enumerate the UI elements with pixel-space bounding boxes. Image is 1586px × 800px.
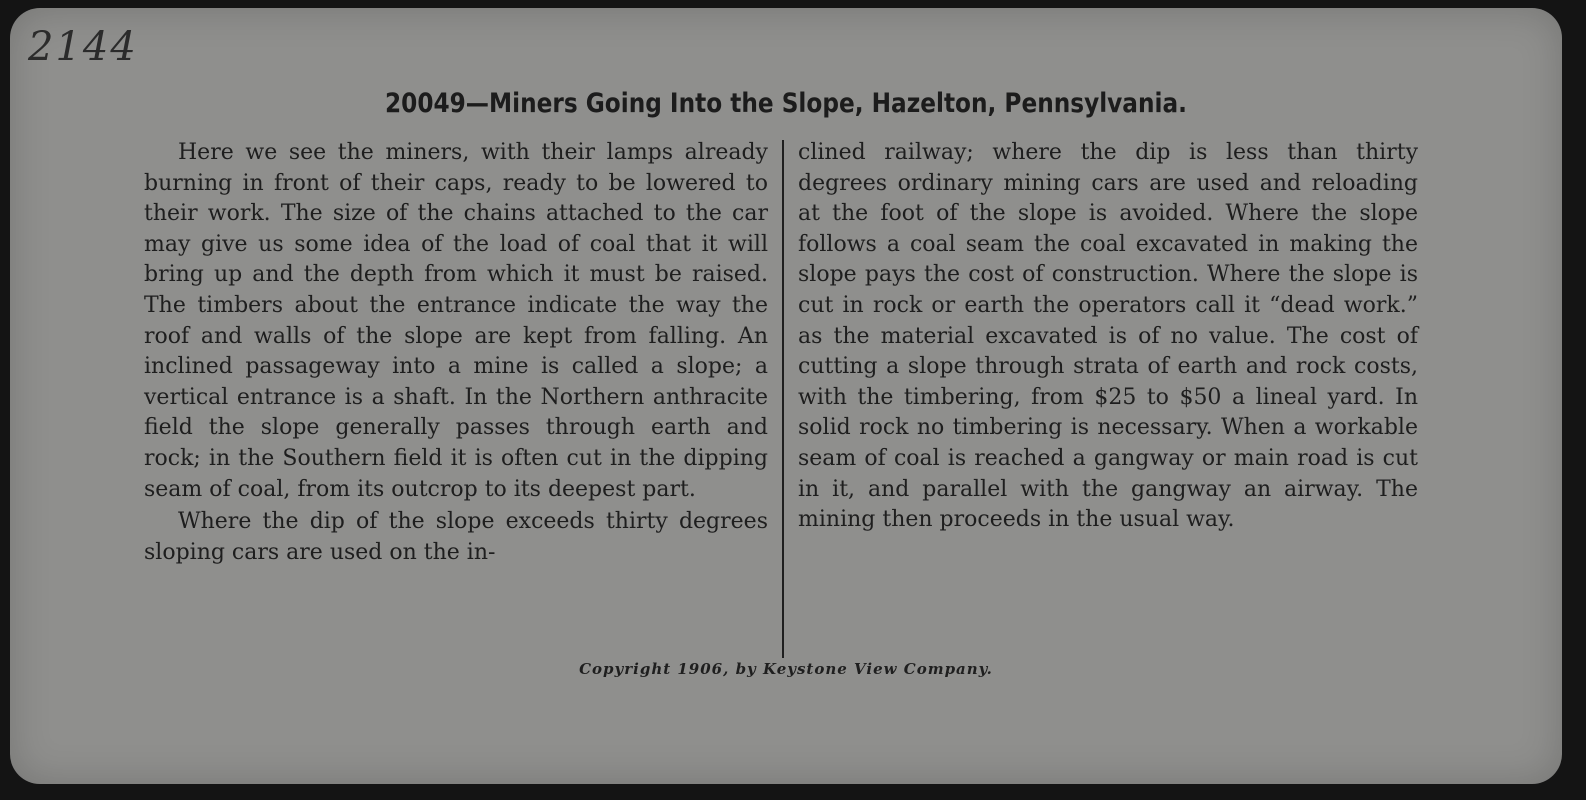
copyright-line: Copyright 1906, by Keystone View Company. <box>579 660 993 678</box>
right-paragraph-1: clined railway; where the dip is less than thirty degrees ordinary mining cars are used and reloading at the foot of the slope is avoided. Where the slope follows a coal seam the coal excavated in making the slope pays the cost of construction. Where the slope is cut in rock or earth the operators call it “dead work.” as the material excavated is of no value. The cost of cutting a slope through strata of earth and rock costs, with the timbering, from $25 to $50 a lineal yard. In solid rock no timbering is necessary. When a workable seam of coal is reached a gangway or main road is cut in it, and parallel with the gangway an airway. The mining then proceeds in the usual way. <box>798 140 1418 533</box>
left-text-column <box>144 138 768 568</box>
stereograph-card-back <box>10 8 1562 784</box>
card-title: 20049—Miners Going Into the Slope, Hazelton, Pennsylvania. <box>385 88 1187 119</box>
left-paragraph-1: Here we see the miners, with their lamps already burning in front of their caps, ready to be lowered to their work. The size of the chains attached to the car may give us some idea of the load of coal that it will bring up and the depth from which it must be raised. The timbers about the entrance indicate the way the roof and walls of the slope are kept from falling. An inclined passageway into a mine is called a slope; a vertical entrance is a shaft. In the Northern anthracite field the slope generally passes through earth and rock; in the Southern field it is often cut in the dipping seam of coal, from its outcrop to its deepest part. <box>144 140 768 502</box>
right-text-column <box>798 138 1418 536</box>
left-paragraph-2: Where the dip of the slope exceeds thirty degrees sloping cars are used on the in- <box>144 509 768 565</box>
handwritten-catalog-number: 2144 <box>28 24 138 70</box>
column-divider <box>782 140 784 658</box>
